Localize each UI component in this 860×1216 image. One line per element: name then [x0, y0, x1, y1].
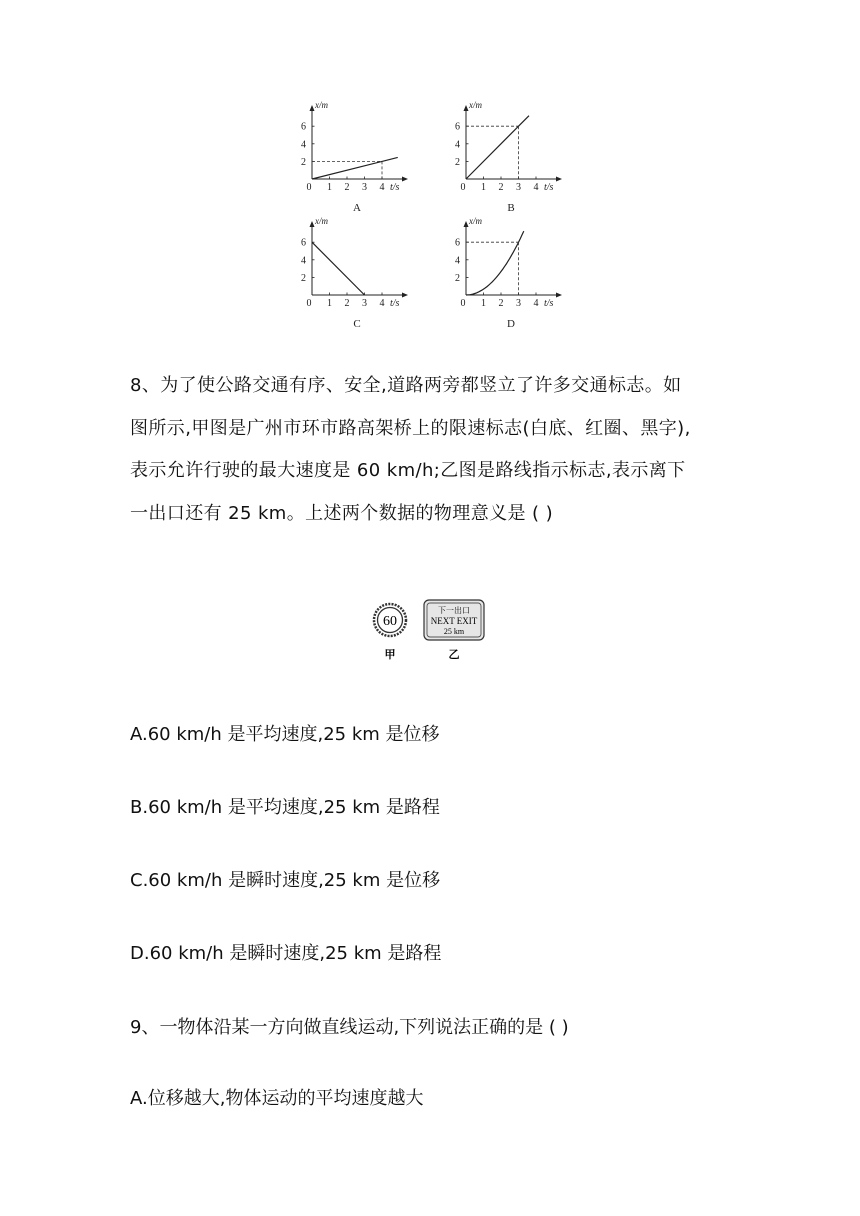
x-tick-label: 1 [327, 298, 332, 309]
graph-caption: A [353, 202, 361, 214]
x-axis-label: t/s [390, 182, 400, 193]
x-tick-label: 0 [460, 182, 466, 193]
y-tick-label: 2 [301, 272, 306, 284]
x-axis-label: t/s [544, 298, 554, 309]
y-tick-label: 4 [455, 255, 460, 267]
graph-caption: C [353, 318, 361, 330]
x-tick-label: 1 [481, 298, 486, 309]
x-tick-label: 3 [516, 182, 521, 193]
exit-sign-chinese: 下一出口 [438, 606, 470, 615]
speed-limit-sign [374, 604, 406, 636]
x-axis-arrow [556, 177, 562, 182]
question-8-line: 图所示,甲图是广州市环市路高架桥上的限速标志(白底、红圈、黑字), [130, 417, 691, 439]
x-tick-label: 3 [362, 182, 367, 193]
next-exit-sign [424, 600, 484, 640]
x-tick-label: 2 [498, 298, 504, 309]
x-tick-label: 2 [344, 182, 350, 193]
y-tick-label: 2 [455, 272, 460, 284]
y-axis-label: x/m [469, 100, 482, 110]
x-axis-arrow [402, 177, 408, 182]
graph-line [312, 242, 365, 295]
x-tick-label: 0 [460, 298, 466, 309]
x-axis-label: t/s [390, 298, 400, 309]
x-axis-arrow [402, 293, 408, 298]
question-8-line: 一出口还有 25 km。上述两个数据的物理意义是 ( ) [130, 502, 553, 524]
question-8-line: 8、为了使公路交通有序、安全,道路两旁都竖立了许多交通标志。如 [130, 375, 682, 396]
x-tick-label: 0 [306, 298, 312, 309]
y-tick-label: 4 [455, 139, 460, 151]
x-axis-arrow [556, 293, 562, 298]
y-axis-arrow [464, 105, 469, 111]
y-tick-label: 2 [455, 156, 460, 168]
sign-caption-yi: 乙 [448, 648, 460, 661]
graph-line [312, 157, 398, 179]
y-axis-arrow [310, 221, 315, 227]
xt-graphs-figure [0, 0, 860, 340]
x-tick-label: 3 [516, 298, 521, 309]
y-axis-arrow [464, 221, 469, 227]
y-tick-label: 6 [301, 237, 306, 249]
y-tick-label: 4 [301, 255, 306, 267]
graph-line [466, 231, 524, 295]
x-axis-label: t/s [544, 182, 554, 193]
graph-caption: B [507, 202, 515, 214]
y-axis-arrow [310, 105, 315, 111]
exit-sign-english: NEXT EXIT [430, 616, 478, 626]
x-tick-label: 1 [327, 182, 332, 193]
x-tick-label: 4 [533, 182, 539, 193]
y-tick-label: 6 [455, 121, 460, 133]
x-tick-label: 0 [306, 182, 312, 193]
x-tick-label: 4 [379, 298, 385, 309]
x-tick-label: 3 [362, 298, 367, 309]
question-8-stem [130, 365, 750, 535]
exit-sign-distance: 25 km [443, 627, 465, 636]
y-tick-label: 6 [301, 121, 306, 133]
question-8-option-c: C.60 km/h 是瞬时速度,25 km 是位移 [130, 870, 441, 891]
sign-caption-jia: 甲 [384, 648, 396, 661]
y-axis-label: x/m [315, 216, 328, 226]
question-8-option-a: A.60 km/h 是平均速度,25 km 是位移 [130, 724, 440, 745]
traffic-signs-figure [360, 592, 500, 664]
y-tick-label: 6 [455, 237, 460, 249]
question-8-option-b: B.60 km/h 是平均速度,25 km 是路程 [130, 797, 440, 818]
y-axis-label: x/m [315, 100, 328, 110]
graph-line [466, 116, 529, 179]
graph-caption: D [507, 318, 515, 330]
x-tick-label: 4 [533, 298, 539, 309]
y-tick-label: 4 [301, 139, 306, 151]
question-8-option-d: D.60 km/h 是瞬时速度,25 km 是路程 [130, 943, 442, 964]
x-tick-label: 1 [481, 182, 486, 193]
x-tick-label: 4 [379, 182, 385, 193]
x-tick-label: 2 [344, 298, 350, 309]
x-tick-label: 2 [498, 182, 504, 193]
question-9-stem: 9、一物体沿某一方向做直线运动,下列说法正确的是 ( ) [130, 1017, 569, 1038]
y-tick-label: 2 [301, 156, 306, 168]
question-9-option-a: A.位移越大,物体运动的平均速度越大 [130, 1088, 424, 1109]
question-8-line: 表示允许行驶的最大速度是 60 km/h;乙图是路线指示标志,表示离下 [130, 460, 686, 481]
y-axis-label: x/m [469, 216, 482, 226]
speed-limit-value: 60 [383, 614, 397, 629]
